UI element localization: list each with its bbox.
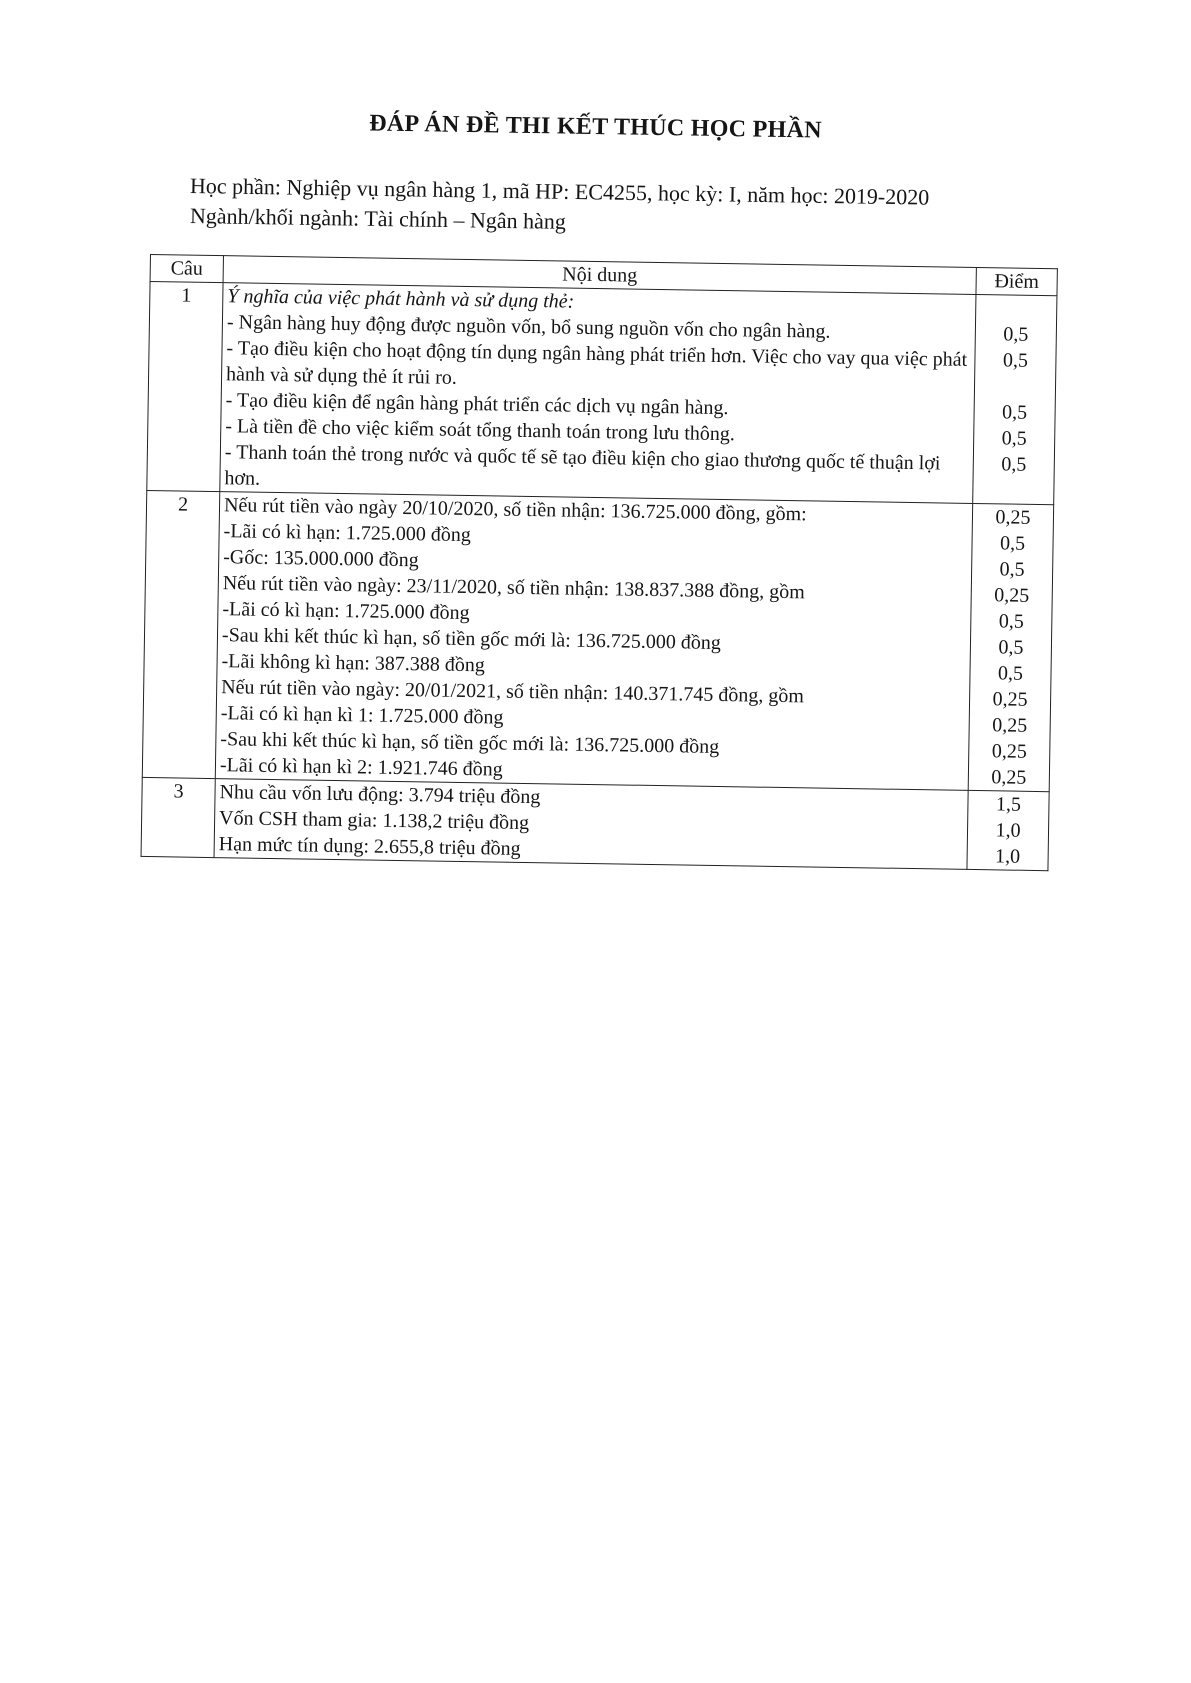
answer-table [141,254,1058,871]
answer-line: Nếu rút tiền vào ngày: 23/11/2020, số tiền nhận: 138.837.388 đồng, gồm [222,572,805,604]
score-cell [973,294,1057,504]
score-value: 0,5 [998,610,1025,633]
answer-line: -Lãi có kì hạn: 1.725.000 đồng [223,520,471,547]
header-score: Điểm [976,267,1057,295]
score-value: 0,25 [994,584,1030,607]
score-value: 0,25 [991,740,1027,763]
answer-content [215,492,972,791]
answer-line: -Lãi có kì hạn kì 2: 1.921.746 đồng [219,754,503,781]
score-cell [968,503,1053,791]
score-value: 0,5 [1003,323,1029,346]
answer-line: Nếu rút tiền vào ngày: 20/01/2021, số tiền nhận: 140.371.745 đồng, gồm [221,676,805,708]
answer-line: - Là tiền đề cho việc kiểm soát tổng thanh toán trong lưu thông. [225,415,736,446]
question-number-text: 2 [177,493,189,516]
answer-line: Vốn CSH tham gia: 1.138,2 triệu đồng [218,807,530,835]
header-content: Nội dung [223,256,976,295]
answer-line: Hạn mức tín dụng: 2.655,8 triệu đồng [218,833,521,860]
answer-line: - Tạo điều kiện cho hoạt động tín dụng ngân hàng phát triển hơn. Việc cho vay qua việc phát hành và sử dụng thẻ ít rủi ro. [225,337,968,389]
score-value: 0,5 [997,662,1024,685]
score-value: 0,25 [995,506,1031,529]
answer-line: -Sau khi kết thúc kì hạn, số tiền gốc mới là: 136.725.000 đồng [220,728,720,758]
course-info: Học phần: Nghiệp vụ ngân hàng 1, mã HP: EC4255, học kỳ: I, năm học: 2019-2020 [189,173,930,210]
answer-line: - Ngân hàng huy động được nguồn vốn, bổ sung nguồn vốn cho ngân hàng. [226,311,831,343]
answer-line: -Lãi không kì hạn: 387.388 đồng [221,650,486,677]
answer-content [220,283,976,504]
question-number-text: 3 [173,780,184,803]
major-info: Ngành/khối ngành: Tài chính – Ngân hàng [189,203,567,234]
question-number [147,282,223,492]
answer-line: Nhu cầu vốn lưu động: 3.794 triệu đồng [219,781,541,809]
answer-line: Nếu rút tiền vào ngày 20/10/2020, số tiền nhận: 136.725.000 đồng, gồm: [223,494,807,526]
answer-line: - Tạo điều kiện để ngân hàng phát triển các dịch vụ ngân hàng. [225,389,729,420]
answer-line: -Lãi có kì hạn kì 1: 1.725.000 đồng [220,702,504,729]
score-value: 0,5 [998,636,1024,659]
score-value: 1,0 [994,845,1021,868]
answer-line: -Gốc: 135.000.000 đồng [223,546,419,572]
answer-heading: Ý nghĩa của việc phát hành và sử dụng thẻ: [227,285,575,313]
question-number-text: 1 [181,284,192,307]
table-row [142,490,1053,791]
answer-line: -Sau khi kết thúc kì hạn, số tiền gốc mới là: 136.725.000 đồng [221,624,721,655]
answer-line: -Lãi có kì hạn: 1.725.000 đồng [222,598,470,625]
score-value: 1,5 [995,793,1022,816]
header-question: Câu [150,255,223,283]
score-value: 0,5 [1001,453,1027,476]
question-number [141,777,215,857]
answer-content [214,779,968,870]
question-number [142,490,219,778]
table-row [141,777,1049,870]
document-title: ĐÁP ÁN ĐỀ THI KẾT THÚC HỌC PHẦN [368,110,823,144]
score-value: 0,25 [991,766,1027,789]
score-value: 0,5 [999,558,1025,581]
score-value: 0,5 [1001,401,1028,424]
table-row [147,282,1057,505]
score-value: 0,5 [1001,427,1027,450]
score-value: 1,0 [995,819,1021,842]
score-cell [967,790,1049,870]
score-value: 0,25 [992,688,1028,711]
score-value: 0,25 [992,714,1028,737]
answer-line: - Thanh toán thẻ trong nước và quốc tế sẽ tạo điều kiện cho giao thương quốc tế thuận lợi hơn. [224,441,941,490]
score-value: 0,5 [1002,349,1029,372]
score-value: 0,5 [999,532,1026,555]
